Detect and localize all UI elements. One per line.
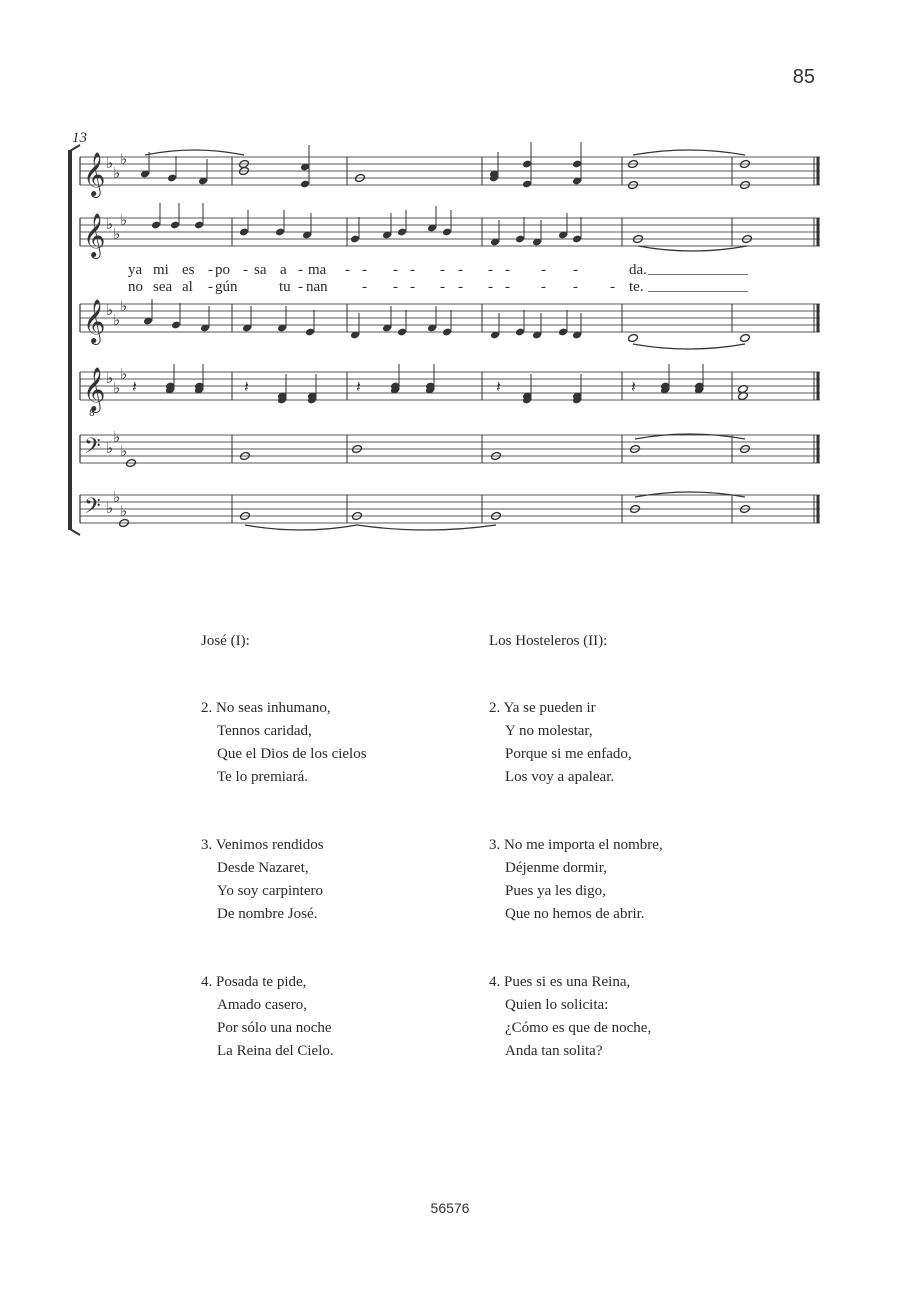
key-flat: ♭ [120, 150, 128, 168]
key-flat: ♭ [120, 365, 128, 383]
lyric-syllable: - [362, 262, 367, 278]
stanza-line: Yo soy carpintero [217, 883, 323, 899]
treble-clef: 𝄞 [83, 299, 106, 343]
quarter-rest: 𝄽 [356, 377, 361, 396]
stanza-line: Desde Nazaret, [217, 860, 309, 876]
tie [357, 525, 496, 530]
measure-number: 13 [72, 130, 87, 146]
lyric-syllable: - [541, 262, 546, 278]
page-number: 85 [792, 66, 815, 88]
key-flat: ♭ [120, 502, 128, 520]
tie [638, 246, 747, 251]
stanza-line: Por sólo una noche [217, 1020, 332, 1036]
lyric-syllable: - [488, 279, 493, 295]
stanza-2 [489, 697, 789, 789]
tie [245, 525, 357, 530]
treble-clef: 𝄞 [83, 213, 106, 257]
lyric-syllable: - [505, 279, 510, 295]
bass-clef: 𝄢 [84, 494, 101, 524]
lyric-syllable: po [215, 262, 230, 278]
key-flat: ♭ [106, 369, 114, 387]
lyric-syllable: da. [629, 262, 647, 278]
stanza-line: ¿Cómo es que de noche, [505, 1020, 652, 1036]
stanza-line: Porque si me enfado, [505, 746, 632, 762]
key-flat: ♭ [120, 297, 128, 315]
lyric-syllable: - [208, 279, 213, 295]
bass-clef: 𝄢 [84, 434, 101, 464]
stanza-line: 2. No seas inhumano, [201, 700, 331, 716]
stanza-line: Déjenme dormir, [505, 860, 607, 876]
stanza-line: 4. Pues si es una Reina, [489, 974, 631, 990]
lyric-syllable: - [505, 262, 510, 278]
key-flat: ♭ [106, 301, 114, 319]
lyric-syllable: - [440, 262, 445, 278]
column-heading: Los Hosteleros (II): [489, 633, 608, 649]
lyric-syllable: - [410, 262, 415, 278]
lyric-syllable: al [182, 279, 193, 295]
key-flat: ♭ [120, 442, 128, 460]
stanza-3 [201, 834, 501, 926]
stanza-line: 3. Venimos rendidos [201, 837, 324, 853]
quarter-rest: 𝄽 [496, 377, 501, 396]
lyric-syllable: te. [629, 279, 644, 295]
key-flat: ♭ [113, 311, 121, 329]
key-flat: ♭ [113, 164, 121, 182]
treble-clef: 𝄞 [83, 152, 106, 196]
stanza-line: Que el Dios de los cielos [217, 746, 367, 762]
lyric-syllable: - [573, 279, 578, 295]
lyric-syllable: ma [308, 262, 327, 278]
lyric-syllable: - [345, 262, 350, 278]
stanza-4 [489, 971, 789, 1063]
lyric-syllable: mi [153, 262, 169, 278]
lyric-syllable: ya [128, 262, 143, 278]
lyric-syllable: - [208, 262, 213, 278]
lyric-syllable: - [458, 262, 463, 278]
lyric-syllable: - [243, 262, 248, 278]
lyric-syllable: gún [215, 279, 238, 295]
lyric-syllable: sea [153, 279, 173, 295]
stanza-line: Y no molestar, [505, 723, 593, 739]
key-flat: ♭ [113, 488, 121, 506]
stanza-2 [201, 697, 501, 789]
lyric-syllable: - [393, 262, 398, 278]
stanza-line: Que no hemos de abrir. [505, 906, 645, 922]
lyric-syllable: - [573, 262, 578, 278]
stanza-line: Los voy a apalear. [505, 769, 615, 785]
stanza-line: Quien lo solicita: [505, 997, 609, 1013]
lyric-syllable: - [393, 279, 398, 295]
text-column-jose [201, 630, 501, 1108]
lyric-syllable: a [280, 262, 287, 278]
lyric-syllable: - [610, 279, 615, 295]
stanza-line: Te lo premiará. [217, 769, 308, 785]
column-heading: José (I): [201, 633, 250, 649]
stanza-line: Anda tan solita? [505, 1043, 603, 1059]
quarter-rest: 𝄽 [244, 377, 249, 396]
lyric-syllable: - [410, 279, 415, 295]
key-flat: ♭ [120, 211, 128, 229]
lyric-extender [648, 274, 748, 275]
quarter-rest: 𝄽 [631, 377, 636, 396]
treble-clef: 𝄞 [83, 367, 106, 411]
lyric-syllable: - [488, 262, 493, 278]
key-flat: ♭ [113, 428, 121, 446]
stanza-line: Tennos caridad, [217, 723, 312, 739]
key-flat: ♭ [113, 379, 121, 397]
lyric-syllable: - [362, 279, 367, 295]
system-bracket [70, 529, 80, 535]
stanza-4 [201, 971, 501, 1063]
system-bracket [70, 145, 80, 151]
stanza-line: 3. No me importa el nombre, [489, 837, 663, 853]
octave-mark: 8 [89, 409, 95, 419]
stanza-3 [489, 834, 789, 926]
quarter-rest: 𝄽 [132, 377, 137, 396]
staff-system [70, 142, 820, 535]
text-column-hosteleros [489, 630, 789, 1108]
tie [633, 344, 745, 349]
lyric-syllable: no [128, 279, 143, 295]
key-flat: ♭ [106, 215, 114, 233]
catalog-code: 56576 [430, 1200, 470, 1216]
stanza-line: 4. Posada te pide, [201, 974, 307, 990]
tie [145, 150, 244, 155]
lyric-syllable: nan [306, 279, 328, 295]
lyric-extender [648, 291, 748, 292]
lyric-syllable: - [541, 279, 546, 295]
key-flat: ♭ [106, 499, 114, 517]
stanza-line: Pues ya les digo, [505, 883, 606, 899]
lyric-syllable: - [440, 279, 445, 295]
stanza-line: De nombre José. [217, 906, 318, 922]
half-note [740, 333, 751, 342]
lyric-syllable: - [298, 279, 303, 295]
half-note [628, 333, 639, 342]
lyric-syllable: sa [254, 262, 267, 278]
stanza-line: Amado casero, [217, 997, 307, 1013]
key-flat: ♭ [106, 154, 114, 172]
lyric-syllable: - [298, 262, 303, 278]
stanza-line: 2. Ya se pueden ir [489, 700, 596, 716]
lyrics-verse-2 [0, 279, 900, 299]
lyric-syllable: tu [279, 279, 291, 295]
tie [633, 150, 745, 155]
stanza-line: La Reina del Cielo. [217, 1043, 334, 1059]
lyric-syllable: - [458, 279, 463, 295]
key-flat: ♭ [113, 225, 121, 243]
lyric-syllable: es [182, 262, 195, 278]
key-flat: ♭ [106, 439, 114, 457]
